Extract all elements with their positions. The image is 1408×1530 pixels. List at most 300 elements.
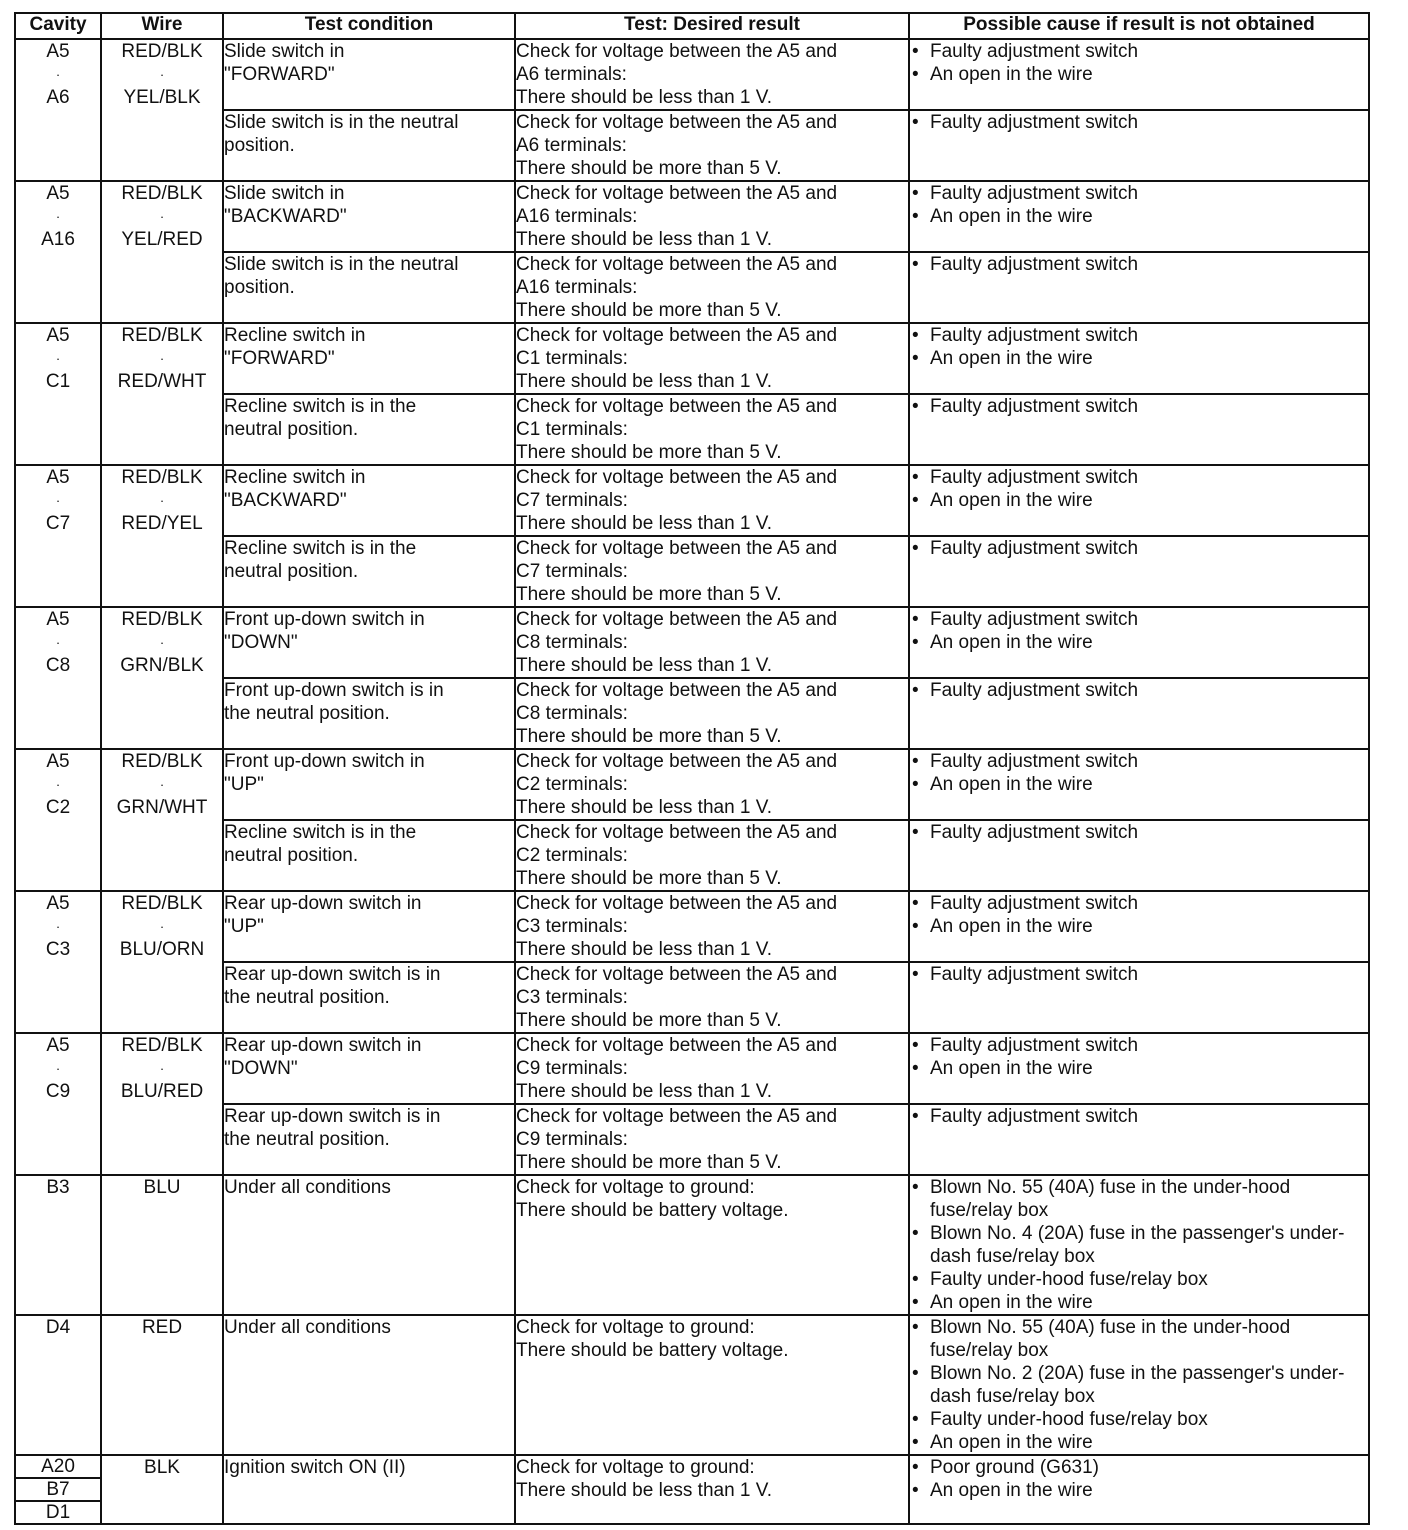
table-row	[15, 749, 1369, 820]
condition-line: "UP"	[224, 774, 264, 795]
result-line: Check for voltage between the A5 and	[516, 1035, 838, 1056]
separator-dot: ·	[55, 777, 61, 792]
condition-line: Recline switch in	[224, 325, 366, 346]
result-line: Check for voltage to ground:	[516, 1177, 755, 1198]
result-line: A16 terminals:	[516, 277, 638, 298]
condition-line: "DOWN"	[224, 1058, 298, 1079]
desired-result-cell	[515, 181, 909, 252]
cavity-cell	[15, 39, 101, 181]
table-row	[15, 891, 1369, 962]
desired-result-cell	[515, 891, 909, 962]
cause-text: An open in the wire	[930, 632, 1093, 653]
condition-line: Slide switch in	[224, 183, 345, 204]
test-condition-cell	[223, 678, 515, 749]
condition-line: Recline switch in	[224, 467, 366, 488]
result-line: There should be less than 1 V.	[516, 513, 772, 534]
cavity-cell	[15, 465, 101, 607]
condition-line: neutral position.	[224, 419, 359, 440]
bullet-icon: •	[912, 964, 919, 985]
desired-result-cell	[515, 536, 909, 607]
table-row	[15, 39, 1369, 110]
cause-item	[910, 608, 1368, 631]
desired-result-cell	[515, 962, 909, 1033]
cause-list	[910, 111, 1368, 134]
table-row	[15, 1455, 1369, 1524]
condition-line: "BACKWARD"	[224, 490, 347, 511]
cause-item	[910, 1362, 1368, 1408]
condition-line: "FORWARD"	[224, 64, 335, 85]
cause-text: Faulty adjustment switch	[930, 680, 1139, 701]
cavity-cell	[15, 1455, 101, 1524]
result-line: A16 terminals:	[516, 206, 638, 227]
bullet-icon: •	[912, 609, 919, 630]
bullet-icon: •	[912, 916, 919, 937]
desired-result-cell	[515, 1104, 909, 1175]
cause-text: Faulty adjustment switch	[930, 467, 1139, 488]
bullet-icon: •	[912, 1317, 919, 1338]
cavity-from: A5	[46, 325, 70, 346]
result-line: Check for voltage between the A5 and	[516, 538, 838, 559]
result-line: There should be more than 5 V.	[516, 1152, 782, 1173]
result-line: C1 terminals:	[516, 348, 628, 369]
document-page	[14, 12, 1368, 1525]
desired-result-cell	[515, 252, 909, 323]
cause-item	[910, 821, 1368, 844]
condition-line: Rear up-down switch is in	[224, 964, 441, 985]
cause-text: Faulty adjustment switch	[930, 609, 1139, 630]
cavity-id: B7	[16, 1479, 100, 1502]
result-line: C9 terminals:	[516, 1058, 628, 1079]
wire-from: RED/BLK	[121, 41, 203, 62]
wire-to: GRN/WHT	[116, 797, 208, 818]
test-condition-cell	[223, 536, 515, 607]
desired-result-cell	[515, 394, 909, 465]
bullet-icon: •	[912, 64, 919, 85]
result-line: There should be more than 5 V.	[516, 158, 782, 179]
header-row	[15, 13, 1369, 39]
cause-list	[910, 608, 1368, 654]
bullet-icon: •	[912, 822, 919, 843]
condition-line: the neutral position.	[224, 703, 390, 724]
bullet-icon: •	[912, 467, 919, 488]
wire-cell	[101, 1033, 223, 1175]
separator-dot: ·	[159, 493, 165, 508]
cause-text: Faulty adjustment switch	[930, 822, 1139, 843]
cause-item	[910, 1408, 1368, 1431]
wire-cell	[101, 181, 223, 323]
cause-item	[910, 395, 1368, 418]
table-row	[15, 1315, 1369, 1455]
possible-cause-cell	[909, 607, 1369, 678]
test-condition-cell	[223, 394, 515, 465]
condition-line: Rear up-down switch in	[224, 893, 422, 914]
bullet-icon: •	[912, 183, 919, 204]
result-line: There should be more than 5 V.	[516, 868, 782, 889]
cause-text: Faulty adjustment switch	[930, 538, 1139, 559]
bullet-icon: •	[912, 1058, 919, 1079]
condition-line: Ignition switch ON (II)	[224, 1457, 406, 1478]
condition-line: Slide switch in	[224, 41, 345, 62]
test-condition-cell	[223, 1315, 515, 1455]
condition-line: "BACKWARD"	[224, 206, 347, 227]
cavity-to: C2	[45, 797, 71, 818]
wire-to: BLU/ORN	[119, 939, 205, 960]
result-line: Check for voltage between the A5 and	[516, 396, 838, 417]
wire-cell	[101, 323, 223, 465]
bullet-icon: •	[912, 751, 919, 772]
desired-result-cell	[515, 465, 909, 536]
cause-item	[910, 1057, 1368, 1080]
wire-to: BLU/RED	[120, 1081, 204, 1102]
test-condition-cell	[223, 323, 515, 394]
cause-item	[910, 182, 1368, 205]
result-line: There should be less than 1 V.	[516, 939, 772, 960]
bullet-icon: •	[912, 680, 919, 701]
separator-dot: ·	[55, 209, 61, 224]
cause-text: Faulty adjustment switch	[930, 1035, 1139, 1056]
desired-result-cell	[515, 1033, 909, 1104]
cause-item	[910, 750, 1368, 773]
cause-text: Faulty adjustment switch	[930, 183, 1139, 204]
result-line: There should be more than 5 V.	[516, 726, 782, 747]
bullet-icon: •	[912, 774, 919, 795]
table-row	[15, 1175, 1369, 1315]
test-condition-cell	[223, 181, 515, 252]
cause-list	[910, 1105, 1368, 1128]
table-row	[15, 1033, 1369, 1104]
cause-text: Faulty adjustment switch	[930, 325, 1139, 346]
cavity-to: C8	[45, 655, 71, 676]
result-line: C3 terminals:	[516, 987, 628, 1008]
cavity-cell	[15, 1315, 101, 1455]
wire-to: YEL/BLK	[123, 87, 201, 108]
cause-list	[910, 537, 1368, 560]
bullet-icon: •	[912, 112, 919, 133]
test-condition-cell	[223, 891, 515, 962]
wire-from: RED/BLK	[121, 183, 203, 204]
separator-dot: ·	[159, 351, 165, 366]
cavity-from: A5	[46, 467, 70, 488]
header-cavity: Cavity	[15, 13, 101, 39]
cause-list	[910, 1034, 1368, 1080]
result-line: Check for voltage between the A5 and	[516, 964, 838, 985]
condition-line: "UP"	[224, 916, 264, 937]
cavity-to: A16	[41, 229, 75, 250]
cause-item	[910, 347, 1368, 370]
cause-text: Poor ground (G631)	[930, 1457, 1099, 1478]
bullet-icon: •	[912, 632, 919, 653]
possible-cause-cell	[909, 323, 1369, 394]
wire-to: RED/WHT	[117, 371, 207, 392]
condition-line: Recline switch is in the	[224, 822, 417, 843]
desired-result-cell	[515, 820, 909, 891]
condition-line: the neutral position.	[224, 1129, 390, 1150]
cause-item	[910, 537, 1368, 560]
cause-text: Blown No. 55 (40A) fuse in the under-hood fuse/relay box	[930, 1317, 1291, 1361]
result-line: There should be battery voltage.	[516, 1200, 789, 1221]
bullet-icon: •	[912, 490, 919, 511]
result-line: Check for voltage between the A5 and	[516, 41, 838, 62]
result-line: There should be less than 1 V.	[516, 797, 772, 818]
cause-text: Faulty under-hood fuse/relay box	[930, 1409, 1208, 1430]
test-condition-cell	[223, 252, 515, 323]
separator-dot: ·	[55, 1061, 61, 1076]
possible-cause-cell	[909, 678, 1369, 749]
separator-dot: ·	[55, 351, 61, 366]
condition-line: Rear up-down switch in	[224, 1035, 422, 1056]
possible-cause-cell	[909, 465, 1369, 536]
cavity-from: A5	[46, 893, 70, 914]
cause-text: Faulty adjustment switch	[930, 396, 1139, 417]
desired-result-cell	[515, 323, 909, 394]
wire-cell	[101, 1315, 223, 1455]
desired-result-cell	[515, 1315, 909, 1455]
cause-list	[910, 40, 1368, 86]
cause-text: An open in the wire	[930, 1292, 1093, 1313]
cause-item	[910, 892, 1368, 915]
bullet-icon: •	[912, 348, 919, 369]
result-line: Check for voltage to ground:	[516, 1457, 755, 1478]
wire-from: RED/BLK	[121, 609, 203, 630]
condition-line: Rear up-down switch is in	[224, 1106, 441, 1127]
cause-list	[910, 892, 1368, 938]
result-line: There should be more than 5 V.	[516, 300, 782, 321]
result-line: C8 terminals:	[516, 703, 628, 724]
cause-text: An open in the wire	[930, 64, 1093, 85]
condition-line: Slide switch is in the neutral	[224, 112, 459, 133]
cavity-id: B3	[46, 1177, 70, 1198]
bullet-icon: •	[912, 1432, 919, 1453]
wire-cell	[101, 891, 223, 1033]
result-line: There should be battery voltage.	[516, 1340, 789, 1361]
cause-list	[910, 1456, 1368, 1502]
result-line: C2 terminals:	[516, 845, 628, 866]
cause-list	[910, 253, 1368, 276]
desired-result-cell	[515, 1455, 909, 1524]
result-line: There should be less than 1 V.	[516, 87, 772, 108]
cause-item	[910, 1105, 1368, 1128]
cavity-cell	[15, 1175, 101, 1315]
possible-cause-cell	[909, 39, 1369, 110]
cavity-from: A5	[46, 751, 70, 772]
connector-test-table	[14, 12, 1370, 1525]
header-possible-cause: Possible cause if result is not obtained	[909, 13, 1369, 39]
wire-from: RED/BLK	[121, 467, 203, 488]
bullet-icon: •	[912, 538, 919, 559]
cause-item	[910, 63, 1368, 86]
wire-from: RED/BLK	[121, 325, 203, 346]
cavity-cell	[15, 891, 101, 1033]
cavity-cell	[15, 607, 101, 749]
bullet-icon: •	[912, 1480, 919, 1501]
bullet-icon: •	[912, 1292, 919, 1313]
result-line: Check for voltage between the A5 and	[516, 467, 838, 488]
cause-text: Faulty adjustment switch	[930, 254, 1139, 275]
test-condition-cell	[223, 1175, 515, 1315]
wire-from: RED/BLK	[121, 1035, 203, 1056]
wire-color: BLU	[143, 1177, 181, 1198]
cause-item	[910, 205, 1368, 228]
cause-text: An open in the wire	[930, 916, 1093, 937]
separator-dot: ·	[55, 635, 61, 650]
wire-color: BLK	[144, 1457, 180, 1478]
bullet-icon: •	[912, 1223, 919, 1244]
cause-text: An open in the wire	[930, 1432, 1093, 1453]
cause-text: Blown No. 55 (40A) fuse in the under-hood fuse/relay box	[930, 1177, 1291, 1221]
cause-text: An open in the wire	[930, 1480, 1093, 1501]
cavity-id: D1	[45, 1502, 71, 1523]
result-line: Check for voltage between the A5 and	[516, 325, 838, 346]
condition-line: neutral position.	[224, 845, 359, 866]
possible-cause-cell	[909, 394, 1369, 465]
result-line: There should be less than 1 V.	[516, 1480, 772, 1501]
wire-cell	[101, 465, 223, 607]
condition-line: position.	[224, 277, 295, 298]
test-condition-cell	[223, 962, 515, 1033]
result-line: Check for voltage to ground:	[516, 1317, 755, 1338]
possible-cause-cell	[909, 536, 1369, 607]
condition-line: Recline switch is in the	[224, 396, 417, 417]
result-line: C1 terminals:	[516, 419, 628, 440]
cause-item	[910, 1291, 1368, 1314]
possible-cause-cell	[909, 891, 1369, 962]
result-line: A6 terminals:	[516, 135, 627, 156]
result-line: Check for voltage between the A5 and	[516, 1106, 838, 1127]
test-condition-cell	[223, 465, 515, 536]
cause-text: Faulty adjustment switch	[930, 112, 1139, 133]
possible-cause-cell	[909, 1104, 1369, 1175]
condition-line: Recline switch is in the	[224, 538, 417, 559]
cause-text: Faulty adjustment switch	[930, 751, 1139, 772]
table-row	[15, 465, 1369, 536]
test-condition-cell	[223, 607, 515, 678]
cause-item	[910, 1034, 1368, 1057]
test-condition-cell	[223, 39, 515, 110]
separator-dot: ·	[159, 1061, 165, 1076]
result-line: There should be less than 1 V.	[516, 655, 772, 676]
cause-list	[910, 395, 1368, 418]
cause-list	[910, 324, 1368, 370]
bullet-icon: •	[912, 1177, 919, 1198]
possible-cause-cell	[909, 962, 1369, 1033]
bullet-icon: •	[912, 1363, 919, 1384]
cause-item	[910, 1456, 1368, 1479]
table-body	[15, 39, 1369, 1524]
cause-list	[910, 1316, 1368, 1454]
condition-line: "FORWARD"	[224, 348, 335, 369]
cause-text: Faulty under-hood fuse/relay box	[930, 1269, 1208, 1290]
possible-cause-cell	[909, 820, 1369, 891]
desired-result-cell	[515, 39, 909, 110]
result-line: Check for voltage between the A5 and	[516, 893, 838, 914]
result-line: Check for voltage between the A5 and	[516, 609, 838, 630]
result-line: Check for voltage between the A5 and	[516, 680, 838, 701]
cavity-from: A5	[46, 609, 70, 630]
result-line: There should be more than 5 V.	[516, 584, 782, 605]
possible-cause-cell	[909, 1455, 1369, 1524]
wire-cell	[101, 1175, 223, 1315]
result-line: There should be more than 5 V.	[516, 442, 782, 463]
wire-from: RED/BLK	[121, 893, 203, 914]
cause-list	[910, 1176, 1368, 1314]
result-line: C7 terminals:	[516, 561, 628, 582]
wire-to: GRN/BLK	[120, 655, 204, 676]
cause-item	[910, 111, 1368, 134]
test-condition-cell	[223, 110, 515, 181]
wire-color: RED	[141, 1317, 183, 1338]
result-line: There should be less than 1 V.	[516, 229, 772, 250]
wire-cell	[101, 39, 223, 181]
cavity-from: A5	[46, 41, 70, 62]
cavity-to: C3	[45, 939, 71, 960]
table-row	[15, 323, 1369, 394]
header-test-condition: Test condition	[223, 13, 515, 39]
result-line: Check for voltage between the A5 and	[516, 751, 838, 772]
separator-dot: ·	[55, 67, 61, 82]
test-condition-cell	[223, 1455, 515, 1524]
cavity-to: C1	[45, 371, 71, 392]
possible-cause-cell	[909, 110, 1369, 181]
possible-cause-cell	[909, 252, 1369, 323]
cause-item	[910, 253, 1368, 276]
wire-to: YEL/RED	[121, 229, 203, 250]
desired-result-cell	[515, 607, 909, 678]
result-line: There should be less than 1 V.	[516, 1081, 772, 1102]
possible-cause-cell	[909, 181, 1369, 252]
condition-line: position.	[224, 135, 295, 156]
condition-line: Front up-down switch in	[224, 609, 425, 630]
result-line: Check for voltage between the A5 and	[516, 822, 838, 843]
separator-dot: ·	[55, 493, 61, 508]
cause-item	[910, 1431, 1368, 1454]
table-row	[15, 181, 1369, 252]
cavity-stack	[16, 1456, 100, 1523]
cause-item	[910, 40, 1368, 63]
cavity-to: C9	[45, 1081, 71, 1102]
bullet-icon: •	[912, 396, 919, 417]
cause-text: Faulty adjustment switch	[930, 41, 1139, 62]
cavity-cell	[15, 749, 101, 891]
condition-line: Under all conditions	[224, 1177, 391, 1198]
result-line: A6 terminals:	[516, 64, 627, 85]
wire-to: RED/YEL	[121, 513, 203, 534]
cause-text: Faulty adjustment switch	[930, 893, 1139, 914]
cavity-id: A20	[16, 1456, 100, 1479]
cause-item	[910, 773, 1368, 796]
cause-list	[910, 182, 1368, 228]
test-condition-cell	[223, 1033, 515, 1104]
desired-result-cell	[515, 749, 909, 820]
condition-line: Front up-down switch in	[224, 751, 425, 772]
cause-item	[910, 1176, 1368, 1222]
bullet-icon: •	[912, 41, 919, 62]
separator-dot: ·	[159, 777, 165, 792]
result-line: C3 terminals:	[516, 916, 628, 937]
cause-item	[910, 1222, 1368, 1268]
bullet-icon: •	[912, 325, 919, 346]
separator-dot: ·	[159, 67, 165, 82]
cause-item	[910, 1479, 1368, 1502]
test-condition-cell	[223, 820, 515, 891]
bullet-icon: •	[912, 1457, 919, 1478]
cavity-to: C7	[45, 513, 71, 534]
cause-list	[910, 750, 1368, 796]
cause-list	[910, 466, 1368, 512]
condition-line: Under all conditions	[224, 1317, 391, 1338]
possible-cause-cell	[909, 1315, 1369, 1455]
bullet-icon: •	[912, 1409, 919, 1430]
possible-cause-cell	[909, 1033, 1369, 1104]
